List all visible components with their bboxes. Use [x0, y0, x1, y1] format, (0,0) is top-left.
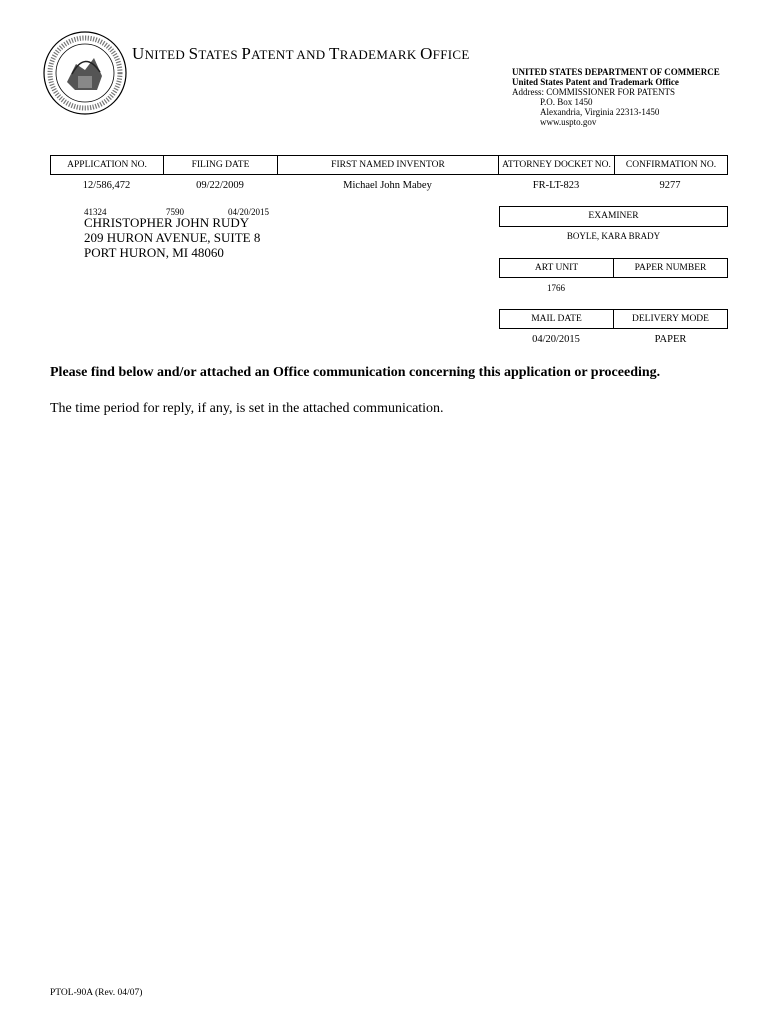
examiner-label-box — [499, 206, 728, 227]
art-unit-value: 1766 — [547, 283, 565, 293]
application-table-values — [50, 180, 728, 191]
address-city: PORT HURON, MI 48060 — [84, 245, 224, 260]
uspto-seal-icon — [42, 30, 128, 116]
application-no: 12/586,472 — [82, 180, 131, 191]
mail-date-value: 04/20/2015 — [532, 334, 580, 345]
delivery-mode-value: PAPER — [654, 334, 687, 345]
department-name: UNITED STATES DEPARTMENT OF COMMERCE — [512, 67, 720, 77]
customer-number: 41324 — [84, 207, 107, 217]
art-unit-label: ART UNIT — [500, 259, 614, 277]
addressee-name: CHRISTOPHER JOHN RUDY — [84, 215, 250, 230]
delivery-mode-label: DELIVERY MODE — [632, 314, 709, 324]
office-name: United States Patent and Trademark Office — [512, 77, 679, 87]
correspondence-code: 7590 — [166, 207, 184, 217]
form-identifier: PTOL-90A (Rev. 04/07) — [50, 988, 143, 998]
reply-period-text: The time period for reply, if any, is set in the attached communication. — [50, 401, 444, 416]
header-filing-date: FILING DATE — [164, 156, 278, 174]
header-application-no: APPLICATION NO. — [51, 156, 164, 174]
office-title: UNITED STATES PATENT AND TRADEMARK OFFICE — [132, 44, 470, 63]
website: www.uspto.gov — [540, 117, 597, 127]
confirmation-no: 9277 — [659, 180, 681, 191]
office-communication-notice: Please find below and/or attached an Office communication concerning this application or proceeding. — [50, 365, 661, 380]
correspondence-date: 04/20/2015 — [228, 207, 270, 217]
examiner-name: BOYLE, KARA BRADY — [566, 231, 661, 241]
header-attorney-docket-no: ATTORNEY DOCKET NO. — [499, 156, 615, 174]
examiner-label: EXAMINER — [588, 211, 639, 221]
paper-number-label: PAPER NUMBER — [634, 263, 707, 273]
attorney-docket-no: FR-LT-823 — [532, 180, 580, 191]
city-line: Alexandria, Virginia 22313-1450 — [540, 107, 660, 117]
filing-date: 09/22/2009 — [196, 180, 244, 191]
department-address-block — [512, 67, 720, 127]
address-line: Address: COMMISSIONER FOR PATENTS — [512, 87, 675, 97]
po-box: P.O. Box 1450 — [540, 97, 593, 107]
address-street: 209 HURON AVENUE, SUITE 8 — [84, 230, 261, 245]
application-table-header — [50, 155, 728, 175]
mail-date-label: MAIL DATE — [500, 310, 614, 328]
art-unit-header — [499, 258, 728, 278]
correspondence-address — [84, 215, 260, 260]
header-confirmation-no: CONFIRMATION NO. — [625, 160, 717, 170]
mail-header — [499, 309, 728, 329]
header-first-named-inventor: FIRST NAMED INVENTOR — [278, 156, 499, 174]
first-named-inventor: Michael John Mabey — [343, 180, 432, 191]
